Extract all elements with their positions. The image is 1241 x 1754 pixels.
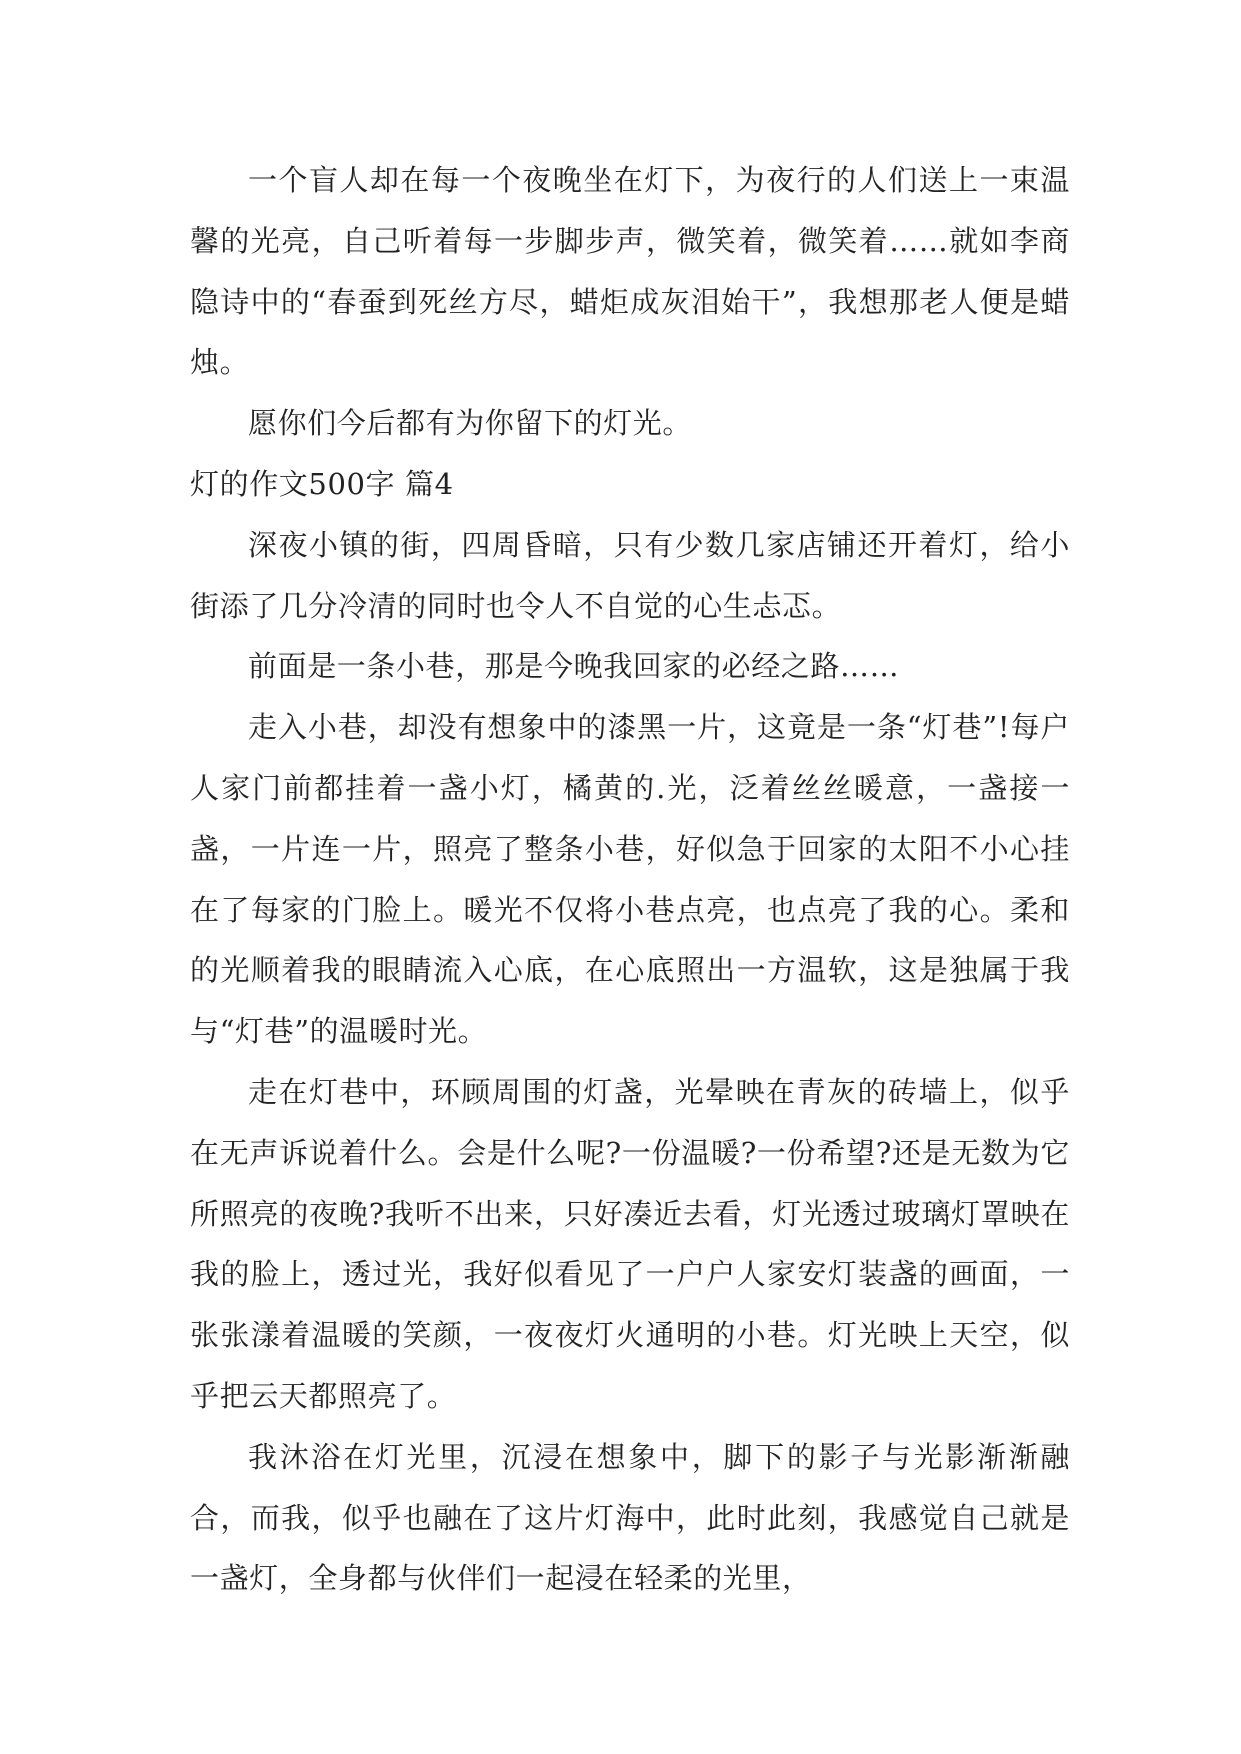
paragraph-blind-man: 一个盲人却在每一个夜晚坐在灯下，为夜行的人们送上一束温馨的光亮，自己听着每一步脚步声，微笑着，微笑着……就如李商隐诗中的“春蚕到死丝方尽，蜡炬成灰泪始干”，我想那老人便是蜡烛。 xyxy=(190,163,1070,380)
document-page xyxy=(190,150,1070,1609)
paragraph-wish: 愿你们今后都有为你留下的灯光。 xyxy=(248,406,693,441)
paragraph-night-street: 深夜小镇的街，四周昏暗，只有少数几家店铺还开着灯，给小街添了几分冷清的同时也令人不自觉的心生忐忑。 xyxy=(190,527,1070,623)
paragraph-alley-ahead: 前面是一条小巷，那是今晚我回家的必经之路…… xyxy=(248,649,900,684)
section-heading: 灯的作文500字 篇4 xyxy=(190,466,454,501)
paragraph-lantern-alley: 走入小巷，却没有想象中的漆黑一片，这竟是一条“灯巷”!每户人家门前都挂着一盏小灯，橘黄的.光，泛着丝丝暖意，一盏接一盏，一片连一片，照亮了整条小巷，好似急于回家的太阳不小心挂在了每家的门脸上。暖光不仅将小巷点亮，也点亮了我的心。柔和的光顺着我的眼睛流入心底，在心底照出一方温软，这是独属于我与“灯巷”的温暖时光。 xyxy=(190,710,1070,1049)
paragraph-walking-alley: 走在灯巷中，环顾周围的灯盏，光晕映在青灰的砖墙上，似乎在无声诉说着什么。会是什么呢?一份温暖?一份希望?还是无数为它所照亮的夜晚?我听不出来，只好凑近去看，灯光透过玻璃灯罩映在我的脸上，透过光，我好似看见了一户户人家安灯装盏的画面，一张张漾着温暖的笑颜，一夜夜灯火通明的小巷。灯光映上天空，似乎把云天都照亮了。 xyxy=(190,1074,1070,1413)
paragraph-bathing-light: 我沐浴在灯光里，沉浸在想象中，脚下的影子与光影渐渐融合，而我，似乎也融在了这片灯海中，此时此刻，我感觉自己就是一盏灯，全身都与伙伴们一起浸在轻柔的光里， xyxy=(190,1439,1070,1596)
